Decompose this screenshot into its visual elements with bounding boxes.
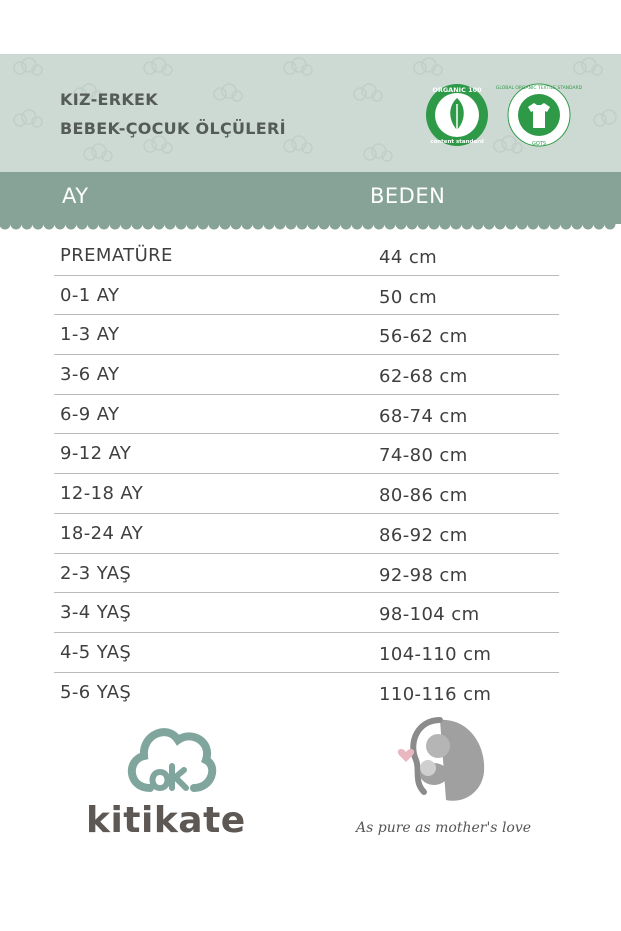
svg-text:GOTS: GOTS <box>531 141 547 147</box>
size-cell: 98-104 cm <box>379 604 480 626</box>
table-row <box>54 276 559 316</box>
heart-icon <box>398 749 414 762</box>
age-cell: 12-18 AY <box>60 483 144 505</box>
column-header-age: AY <box>62 184 89 208</box>
organic-content-standard-badge <box>424 82 490 148</box>
brand-name: kitikate <box>86 800 246 841</box>
tagline: As pure as mother's love <box>356 820 532 836</box>
table-row <box>54 236 559 276</box>
kitikate-cloud-logo-icon <box>120 716 218 794</box>
table-row <box>54 514 559 554</box>
age-cell: 2-3 YAŞ <box>60 562 132 584</box>
mother-child-logo-icon <box>390 712 500 812</box>
column-header-size: BEDEN <box>370 184 446 208</box>
size-cell: 56-62 cm <box>379 326 468 348</box>
age-cell: 4-5 YAŞ <box>60 641 132 663</box>
svg-text:GLOBAL ORGANIC TEXTILE STANDAR: GLOBAL ORGANIC TEXTILE STANDARD <box>495 86 583 91</box>
size-table <box>54 236 559 711</box>
table-row <box>54 315 559 355</box>
svg-text:ORGANIC 100: ORGANIC 100 <box>432 86 482 94</box>
page-title-line2: BEBEK-ÇOCUK ÖLÇÜLERİ <box>60 119 286 138</box>
age-cell: 9-12 AY <box>60 443 132 465</box>
size-cell: 62-68 cm <box>379 366 468 388</box>
table-row <box>54 434 559 474</box>
table-row <box>54 633 559 673</box>
size-cell: 110-116 cm <box>379 683 492 705</box>
table-row <box>54 355 559 395</box>
size-cell: 74-80 cm <box>379 445 468 467</box>
size-cell: 80-86 cm <box>379 485 468 507</box>
table-row <box>54 554 559 594</box>
gots-badge <box>495 82 583 148</box>
table-row <box>54 395 559 435</box>
size-cell: 104-110 cm <box>379 643 492 665</box>
size-cell: 44 cm <box>379 247 438 268</box>
size-cell: 92-98 cm <box>379 564 468 586</box>
table-row <box>54 593 559 633</box>
table-row <box>54 673 559 712</box>
age-cell: 3-6 AY <box>60 364 120 386</box>
age-cell: 1-3 AY <box>60 324 120 346</box>
age-cell: 0-1 AY <box>60 284 120 306</box>
age-cell: 6-9 AY <box>60 403 120 425</box>
svg-text:content standard: content standard <box>430 139 484 145</box>
size-cell: 50 cm <box>379 286 438 308</box>
age-cell: 5-6 YAŞ <box>60 681 132 703</box>
scalloped-edge <box>0 220 621 232</box>
page-title-line1: KIZ-ERKEK <box>60 90 158 109</box>
size-cell: 68-74 cm <box>379 405 468 427</box>
column-header-band <box>0 172 621 224</box>
table-row <box>54 474 559 514</box>
age-cell: 3-4 YAŞ <box>60 602 132 624</box>
age-cell: 18-24 AY <box>60 522 144 544</box>
age-cell: PREMATÜRE <box>60 245 173 266</box>
size-cell: 86-92 cm <box>379 524 468 546</box>
